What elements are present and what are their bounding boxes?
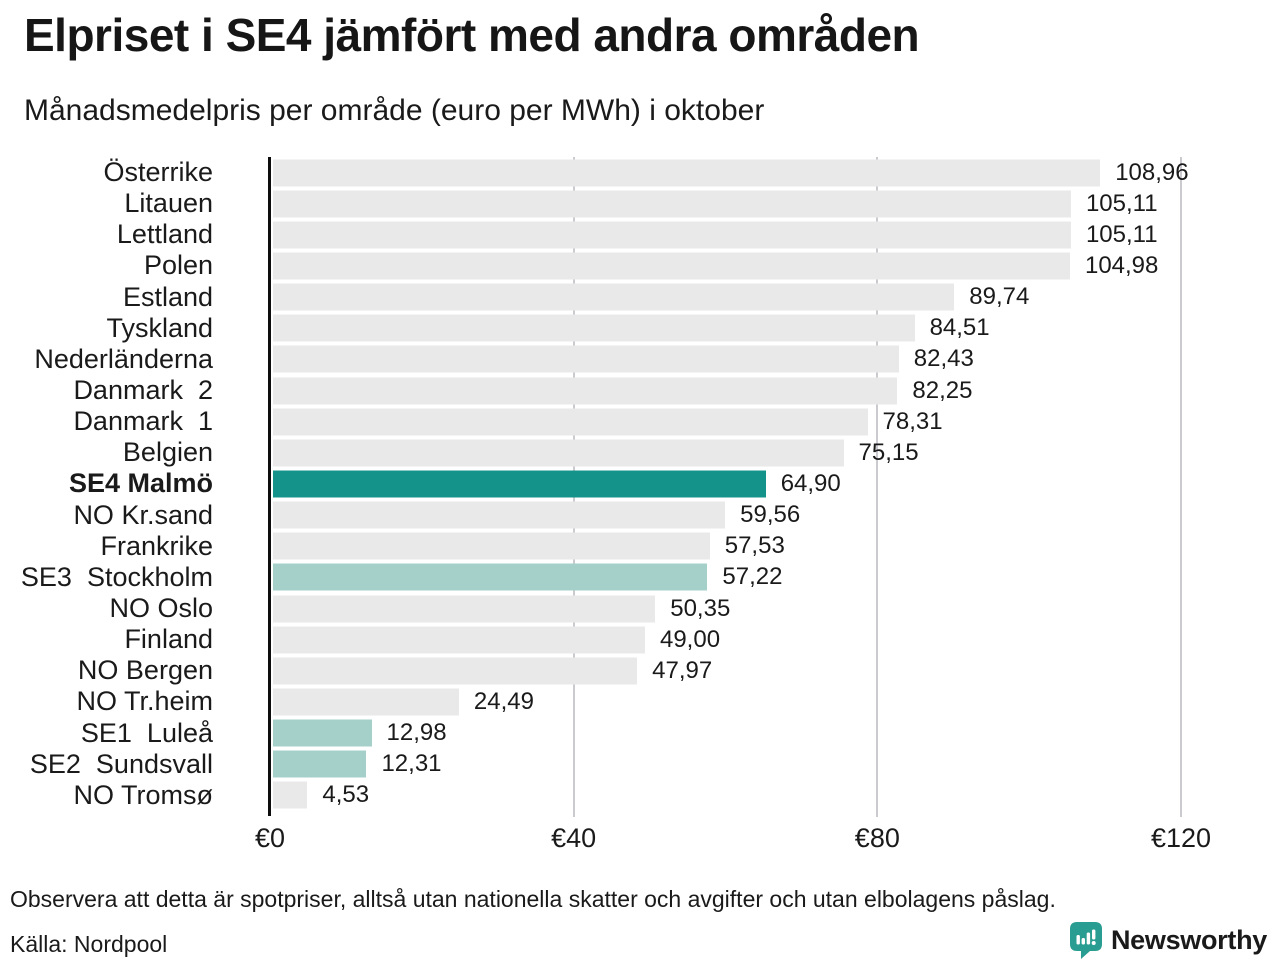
bar [273,533,710,560]
bar-row [0,250,1280,281]
bar-track [270,500,1181,531]
bar-row [0,500,1280,531]
category-label: Polen [143,250,213,281]
bar [273,626,645,653]
bar [273,315,915,342]
value-label: 82,25 [912,376,973,404]
newsworthy-bubble-chart-icon [1070,922,1102,959]
value-label: 12,31 [381,750,442,778]
bar-row [0,718,1280,749]
category-label: NO Tromsø [73,779,213,810]
value-label: 89,74 [969,283,1030,311]
bar-row [0,593,1280,624]
bar [273,720,372,747]
bar-row [0,157,1280,188]
category-label: NO Oslo [109,593,213,624]
bar-track [270,655,1181,686]
category-label: Danmark 1 [73,406,213,437]
value-label: 12,98 [386,719,447,747]
value-label: 47,97 [652,656,713,684]
category-label: Litauen [124,188,213,219]
category-label: Frankrike [100,530,213,561]
bar [273,657,637,684]
category-label: SE1 Luleå [80,717,213,748]
value-label: 57,22 [722,563,783,591]
bar-track [270,437,1181,468]
x-axis-tick-label: €0 [254,823,286,853]
bar [273,688,459,715]
value-label: 50,35 [670,594,731,622]
category-label: Tyskland [106,312,213,343]
category-label: Estland [122,281,213,312]
bar [273,439,844,466]
value-label: 108,96 [1115,158,1189,186]
category-label: SE3 Stockholm [20,561,213,592]
bar-row [0,468,1280,499]
bar [273,470,766,497]
x-axis-tick-label: €40 [551,823,597,853]
newsworthy-wordmark: Newsworthy [1110,925,1267,955]
x-axis-tick-label: €80 [854,823,900,853]
x-axis-tick-label: €120 [1150,823,1212,853]
value-label: 105,11 [1085,220,1158,248]
bar-track [270,718,1181,749]
bar [273,284,954,311]
bar-track [270,531,1181,562]
value-label: 105,11 [1085,189,1158,217]
bar-row [0,313,1280,344]
category-label: Österrike [103,157,213,188]
category-label: Nederländerna [34,343,213,374]
bar-track [270,375,1181,406]
bar-track [270,406,1181,437]
value-label: 64,90 [780,469,841,497]
bar-track [270,219,1181,250]
bar [273,252,1070,279]
footnote: Observera att detta är spotpriser, alltså utan nationella skatter och avgifter och utan elbolagens påslag. [10,886,1056,912]
value-label: 49,00 [659,625,721,653]
bar [273,408,868,435]
value-label: 82,43 [913,345,974,373]
category-label: Lettland [116,219,213,250]
bar-track [270,468,1181,499]
value-label: 59,56 [740,501,801,529]
bar-row [0,188,1280,219]
bar-track [270,313,1181,344]
value-label: 84,51 [929,314,990,342]
value-label: 24,49 [473,687,534,715]
bar-row [0,655,1280,686]
bar-track [270,157,1189,188]
bar-track [270,250,1181,281]
value-label: 75,15 [858,438,919,466]
bar-row [0,686,1280,717]
value-label: 78,31 [882,407,943,435]
chart-subtitle: Månadsmedelpris per område (euro per MWh) i oktober [24,94,765,127]
bar-track [270,188,1181,219]
bar [273,221,1071,248]
x-axis [254,821,1212,861]
newsworthy-logo[interactable] [1070,922,1267,959]
bar-row [0,780,1280,811]
bar [273,159,1100,186]
bar [273,190,1071,217]
bar-row [0,562,1280,593]
category-label: NO Tr.heim [76,686,213,717]
bar [273,564,707,591]
bar-row [0,749,1280,780]
category-label: Belgien [122,437,213,468]
bar-track [270,562,1181,593]
bar-track [270,282,1181,313]
bar [273,595,655,622]
source-attribution: Källa: Nordpool [10,931,168,957]
bar-track [270,624,1181,655]
category-label: Danmark 2 [73,375,213,406]
bar-track [270,780,1181,811]
bar-row [0,406,1280,437]
bar [273,782,307,809]
bar-row [0,344,1280,375]
value-label: 4,53 [322,781,370,809]
category-label: SE2 Sundsvall [29,748,213,779]
bar-row [0,375,1280,406]
value-label: 57,53 [724,532,785,560]
bar-row [0,531,1280,562]
category-label: NO Kr.sand [73,499,213,530]
bar [273,346,899,373]
bar-chart [0,157,1280,863]
bar [273,502,725,529]
bar-track [270,749,1181,780]
bar-row [0,282,1280,313]
bar-track [270,344,1181,375]
bar-row [0,219,1280,250]
chart-title: Elpriset i SE4 jämfört med andra områden [24,9,920,61]
bar-row [0,437,1280,468]
bar [273,377,897,404]
bar-rows [0,157,1280,811]
bar-track [270,686,1181,717]
bar-track [270,593,1181,624]
value-label: 104,98 [1084,251,1159,279]
category-label: NO Bergen [77,655,213,686]
bar-row [0,624,1280,655]
category-label: Finland [124,624,213,655]
category-label: SE4 Malmö [68,468,213,499]
bar [273,751,366,778]
